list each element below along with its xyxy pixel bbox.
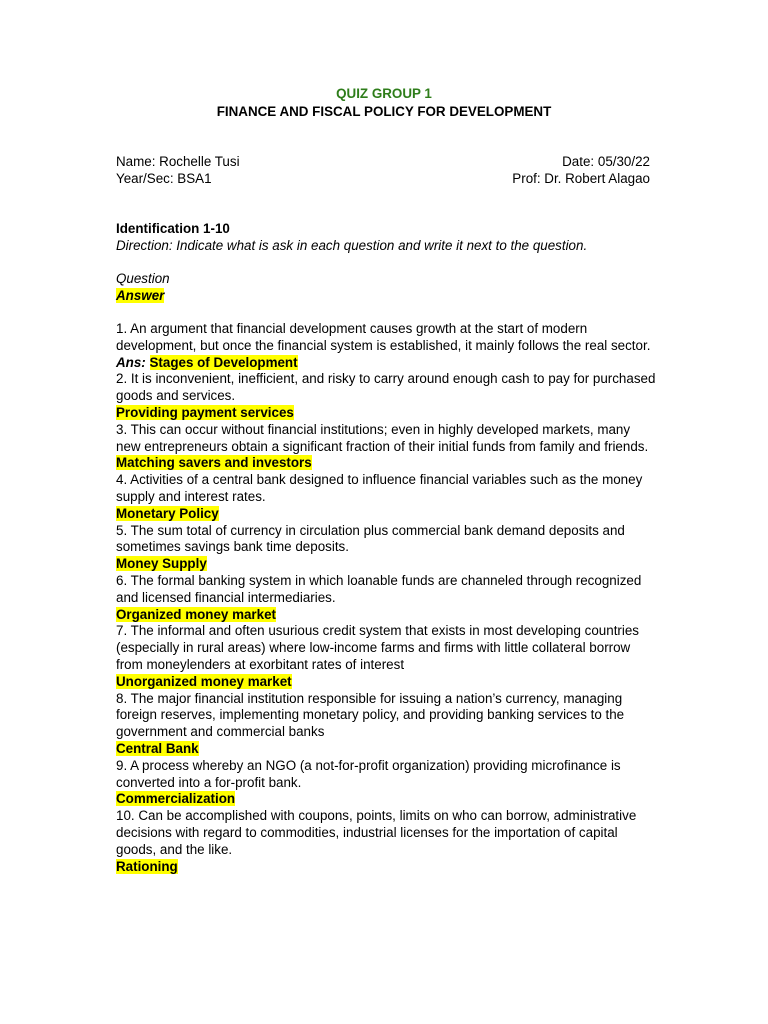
- question-text: 10. Can be accomplished with coupons, points, limits on who can borrow, administrative decisions with regard to commodities, industrial licenses for the importation of capital goods, and the like.: [116, 808, 637, 857]
- question-text: 4. Activities of a central bank designed to influence financial variables such as the money supply and interest rates.: [116, 472, 643, 504]
- question-text: 9. A process whereby an NGO (a not-for-profit organization) providing microfinance is converted into a for-profit bank.: [116, 757, 621, 790]
- answer-line: [116, 355, 656, 372]
- answer-line: [116, 791, 656, 808]
- question-list: [116, 321, 656, 875]
- question-text: 5. The sum total of currency in circulation plus commercial bank demand deposits and sometimes savings bank time deposits.: [116, 522, 625, 555]
- professor: Prof: Dr. Robert Alagao: [512, 171, 650, 186]
- answer-line: [116, 607, 656, 624]
- question-text: 8. The major financial institution responsible for issuing a nation’s currency, managing foreign reserves, implementing monetary policy, and providing banking services to the government and commercial banks: [116, 690, 625, 740]
- answer-text: Stages of Development: [149, 354, 298, 370]
- answer-text: Providing payment services: [116, 404, 294, 420]
- answer-text: Monetary Policy: [116, 505, 219, 521]
- student-name: Name: Rochelle Tusi: [116, 154, 240, 169]
- quiz-group-heading: QUIZ GROUP 1: [336, 86, 432, 101]
- answer-line: [116, 455, 656, 472]
- answer-label: Answer: [116, 288, 165, 303]
- answer-text: Organized money market: [116, 606, 276, 622]
- answer-text: Rationing: [116, 858, 178, 874]
- answer-text: Unorganized money market: [116, 673, 292, 689]
- answer-text: Matching savers and investors: [116, 455, 312, 471]
- document-title: FINANCE AND FISCAL POLICY FOR DEVELOPMENT: [216, 104, 552, 119]
- year-section: Year/Sec: BSA1: [116, 171, 212, 186]
- answer-text: Central Bank: [116, 740, 199, 756]
- answer-line: [116, 859, 656, 876]
- answer-line: [116, 741, 656, 758]
- question-text: 2. It is inconvenient, inefficient, and risky to carry around enough cash to pay for purchased goods and services.: [116, 371, 656, 404]
- question-text: 3. This can occur without financial institutions; even in highly developed markets, many new entrepreneurs obtain a significant fraction of their initial funds from family and friends.: [116, 421, 649, 454]
- question-text: 7. The informal and often usurious credit system that exists in most developing countries (especially in rural areas) where low-income farms and firms with little collateral borrow from moneylenders at exorbitant rates of interest: [116, 623, 639, 672]
- answer-prefix: Ans:: [116, 354, 146, 370]
- section-heading: Identification 1-10: [116, 221, 230, 236]
- quiz-date: Date: 05/30/22: [562, 154, 650, 169]
- section-direction: Direction: Indicate what is ask in each question and write it next to the question.: [116, 238, 588, 253]
- answer-line: [116, 506, 656, 523]
- question-text: 6. The formal banking system in which loanable funds are channeled through recognized and licensed financial intermediaries.: [116, 572, 642, 605]
- answer-text: Commercialization: [116, 791, 236, 807]
- question-text: 1. An argument that financial development causes growth at the start of modern development, but once the financial system is established, it mainly follows the real sector.: [116, 321, 651, 353]
- answer-line: [116, 674, 656, 691]
- question-label: Question: [116, 271, 170, 286]
- answer-text: Money Supply: [116, 556, 207, 572]
- answer-line: [116, 556, 656, 573]
- answer-label-row: [116, 288, 656, 305]
- answer-line: [116, 405, 656, 422]
